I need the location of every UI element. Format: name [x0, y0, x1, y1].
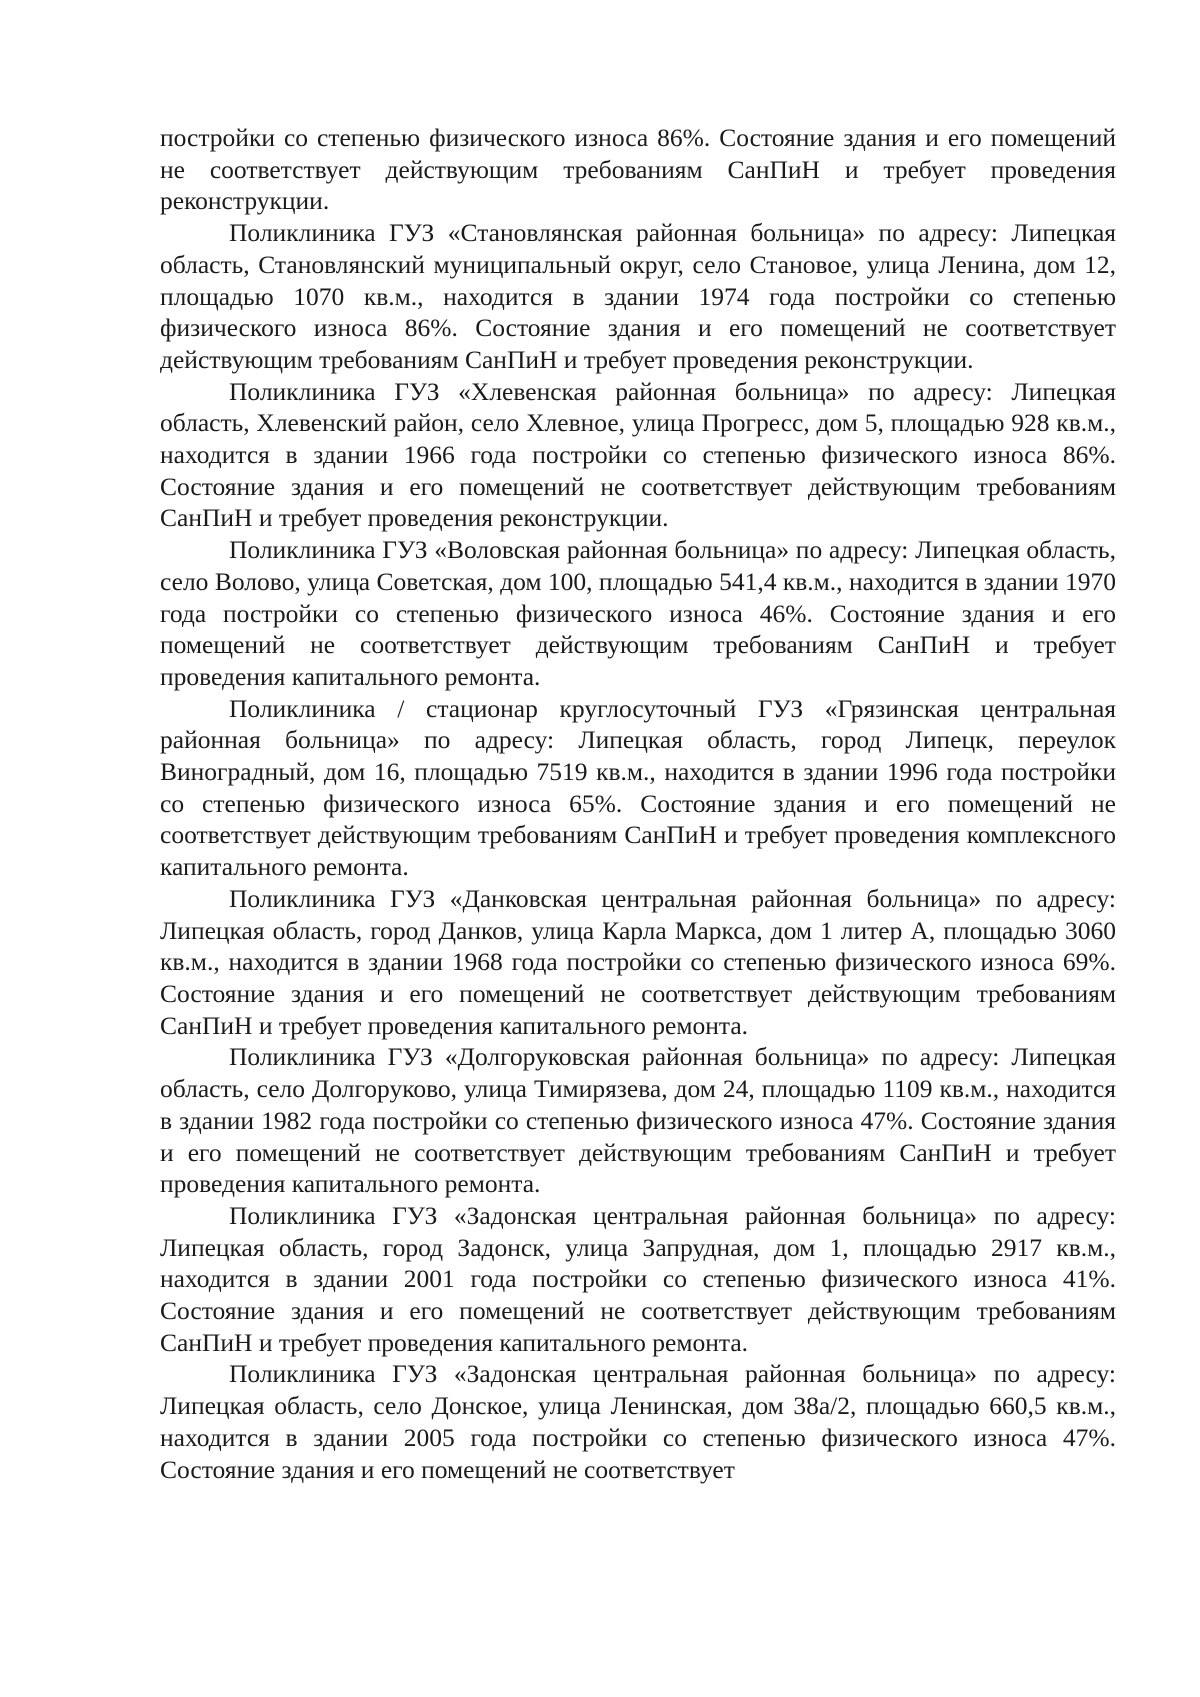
paragraph-dankovskaya-polyclinic: Поликлиника ГУЗ «Данковская центральная районная больница» по адресу: Липецкая область, город Данков, улица Карла Маркса, дом 1 литер А, площадью 3060 кв.м., находится в здании 1968 года постройки со степенью физического износа 69%. Состояние здания и его помещений не соответствует действующим требованиям СанПиН и требует проведения капитального ремонта.: [160, 883, 1116, 1040]
paragraph-dolgorukovskaya-polyclinic: Поликлиника ГУЗ «Долгоруковская районная больница» по адресу: Липецкая область, село Долгоруково, улица Тимирязева, дом 24, площадью 1109 кв.м., находится в здании 1982 года постройки со степенью физического износа 47%. Состояние здания и его помещений не соответствует действующим требованиям СанПиН и требует проведения капитального ремонта.: [160, 1042, 1116, 1199]
paragraph-continuation: постройки со степенью физического износа 86%. Состояние здания и его помещений не соответствует действующим требованиям СанПиН и требует проведения реконструкции.: [160, 123, 1116, 216]
paragraph-stanovlyanskaya-polyclinic: Поликлиника ГУЗ «Становлянская районная больница» по адресу: Липецкая область, Становлянский муниципальный округ, село Становое, улица Ленина, дом 12, площадью 1070 кв.м., находится в здании 1974 года постройки со степенью физического износа 86%. Состояние здания и его помещений не соответствует действующим требованиям СанПиН и требует проведения реконструкции.: [160, 218, 1116, 374]
paragraph-volovskaya-polyclinic: Поликлиника ГУЗ «Воловская районная больница» по адресу: Липецкая область, село Волово, улица Советская, дом 100, площадью 541,4 кв.м., находится в здании 1970 года постройки со степенью физического износа 46%. Состояние здания и его помещений не соответствует действующим требованиям СанПиН и требует проведения капитального ремонта.: [160, 535, 1116, 691]
paragraph-zadonskaya-polyclinic-donskoe: Поликлиника ГУЗ «Задонская центральная районная больница» по адресу: Липецкая область, село Донское, улица Ленинская, дом 38а/2, площадью 660,5 кв.м., находится в здании 2005 года постройки со степенью физического износа 47%. Состояние здания и его помещений не соответствует: [160, 1359, 1116, 1484]
paragraph-zadonskaya-polyclinic-zadonsk: Поликлиника ГУЗ «Задонская центральная районная больница» по адресу: Липецкая область, город Задонск, улица Запрудная, дом 1, площадью 2917 кв.м., находится в здании 2001 года постройки со степенью физического износа 41%. Состояние здания и его помещений не соответствует действующим требованиям СанПиН и требует проведения капитального ремонта.: [160, 1200, 1116, 1357]
paragraph-gryazinskaya-polyclinic: Поликлиника / стационар круглосуточный ГУЗ «Грязинская центральная районная больница» по адресу: Липецкая область, город Липецк, переулок Виноградный, дом 16, площадью 7519 кв.м., находится в здании 1996 года постройки со степенью физического износа 65%. Состояние здания и его помещений не соответствует действующим требованиям СанПиН и требует проведения комплексного капитального ремонта.: [160, 693, 1116, 882]
paragraph-khlevenskaya-polyclinic: Поликлиника ГУЗ «Хлевенская районная больница» по адресу: Липецкая область, Хлевенский район, село Хлевное, улица Прогресс, дом 5, площадью 928 кв.м., находится в здании 1966 года постройки со степенью физического износа 86%. Состояние здания и его помещений не соответствует действующим требованиям СанПиН и требует проведения реконструкции.: [160, 376, 1116, 533]
document-body: [160, 122, 1116, 1485]
